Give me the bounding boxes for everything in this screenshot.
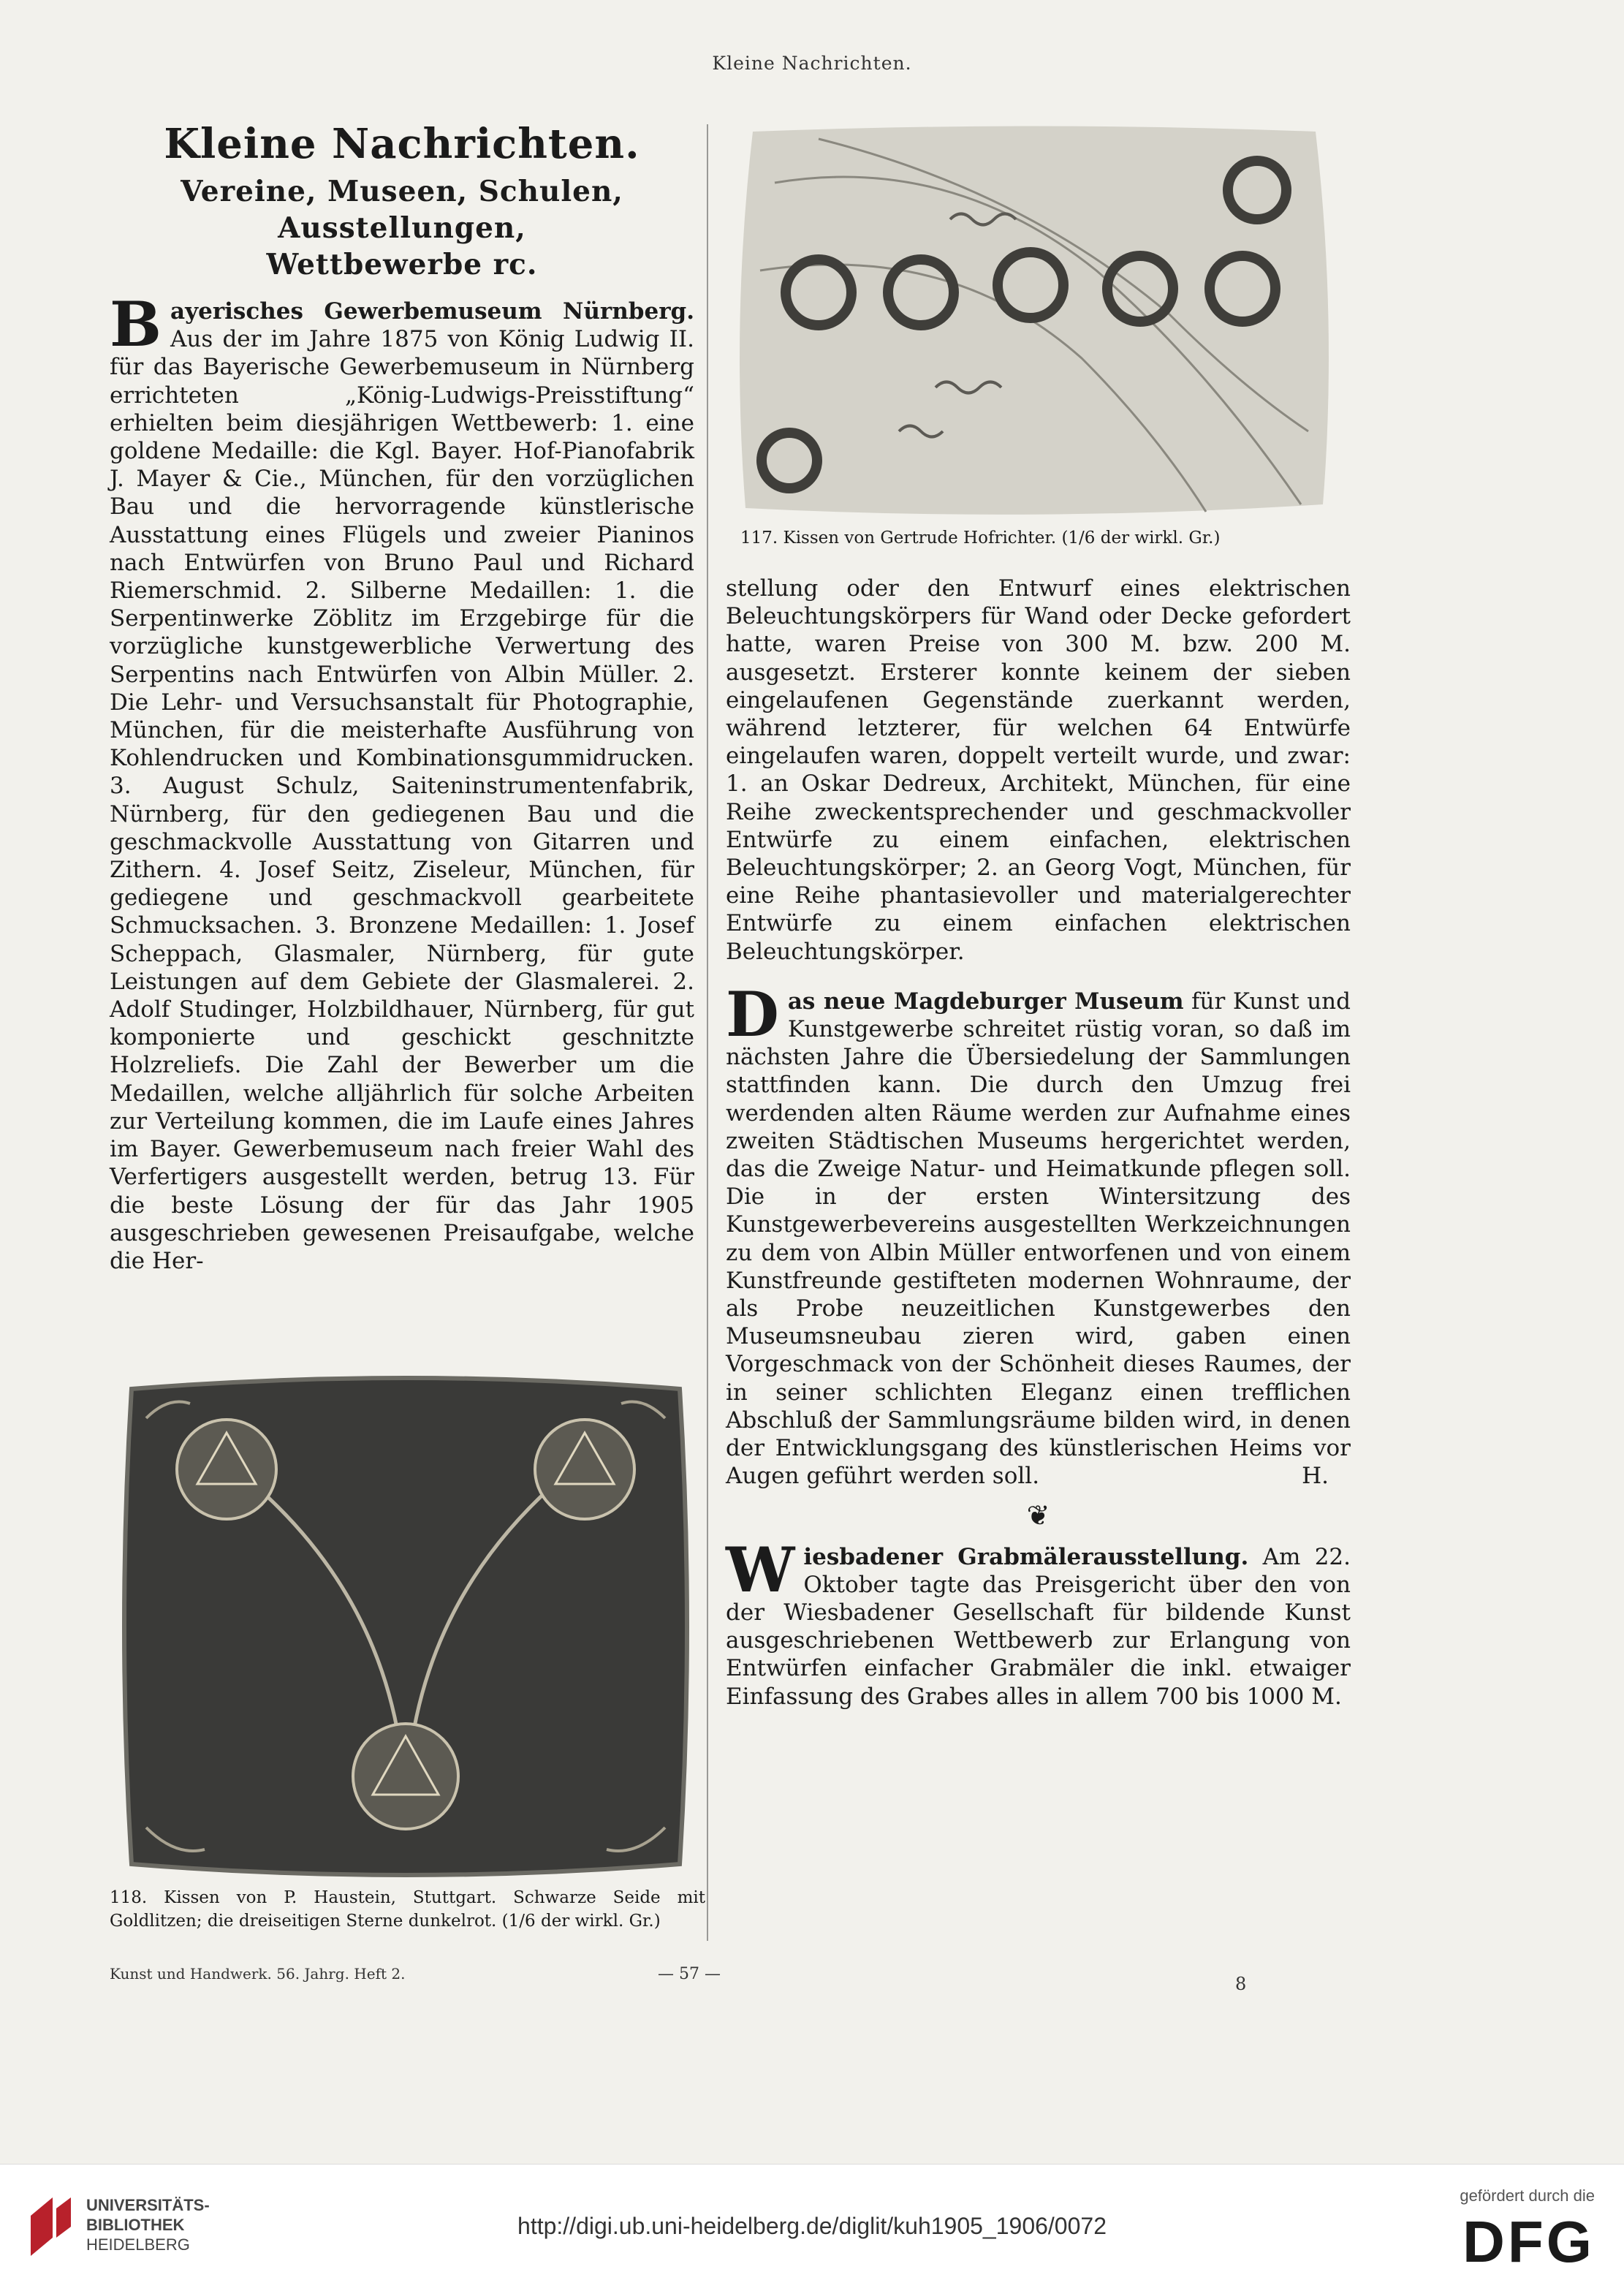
article-lead: as neue Magdeburger Museum [787,988,1184,1015]
funded-by-label: gefördert durch die [1460,2186,1595,2205]
ornament: ❦ [1026,1499,1050,1531]
section-subtitle [110,173,694,283]
figure-cushion-haustein [117,1374,694,1879]
figure-caption: 117. Kissen von Gertrude Hofrichter. (1/6 der wirkl. Gr.) [740,529,1221,548]
column-rule [707,124,708,1941]
caption-118 [110,1886,705,1933]
left-column [110,121,694,1275]
cushion-hofrichter-image [731,124,1337,519]
subtitle-line-2: Wettbewerbe rc. [266,248,538,281]
article-wiesbadener-grabmaeler [726,1533,1351,1711]
article-lead: ayerisches Gewerbemuseum Nürnberg. [170,298,694,325]
article-continuation: stellung oder den Entwurf eines elektrischen Beleuchtungskörpers für Wand oder Decke gefordert hatte, waren Preise von 300 M. bzw. 200 M. ausgesetzt. Ersterer konnte keinem der sieben eingelaufenen Gegenstände zuerkannt werden, während letzterer, für welchen 64 Entwürfe eingelaufen waren, doppelt verteilt wurde, und zwar: 1. an Oskar Dedreux, Architekt, München, für eine Reihe zweckentsprechender und geschmackvoller Entwürfe zu einem einfachen, elektrischen Beleuchtungskörper; 2. an Georg Vogt, München, für eine Reihe phantasievoller und materialgerechter Entwürfe zu einem einfachen elektrischen Beleuchtungskörper. [726,575,1351,965]
subtitle-line-1: Vereine, Museen, Schulen, Ausstellungen, [181,175,623,245]
dfg-logo: DFG [1462,2209,1595,2274]
article-body: Aus der im Jahre 1875 von König Ludwig II. für das Bayerische Gewerbemuseum in Nürnberg errichteten „König-Ludwigs-Preisstiftung“ erhielten beim diesjährigen Wettbewerb: 1. eine goldene Medaille: die Kgl. Bayer. Hof-Pianofabrik J. Mayer & Cie., München, für den vorzüglichen Bau und die hervorragende künstlerische Ausstattung eines Flügels und zweier Pianinos nach Entwürfen von Bruno Paul und Richard Riemerschmid. 2. Silberne Medaillen: 1. die Serpentinwerke Zöblitz im Erzgebirge für die vorzügliche kunstgewerbliche Verwertung des Serpentins nach Entwürfen von Albin Müller. 2. Die Lehr- und Versuchsanstalt für Photographie, München, für die meisterhafte Ausführung von Kohlendrucken und Kombinationsgummidrucken. 3. August Schulz, Saiteninstrumentenfabrik, Nürnberg, für den gediegenen Bau und die geschmackvolle Ausstattung von Gitarren und Zithern. 4. Josef Seitz, Ziseleur, München, für gediegene und geschmackvoll gearbeitete Schmucksachen. 3. Bronzene Medaillen: 1. Josef Scheppach, Glasmaler, Nürnberg, für gute Leistungen auf dem Gebiete der Glasmalerei. 2. Adolf Studinger, Holzbildhauer, Nürnberg, für gut komponierte und geschickt geschnitzte Holzreliefs. Die Zahl der Bewerber um die Medaillen, welche alljährlich für solche Arbeiten zur Verteilung kommen, die im Laufe eines Jahres im Bayer. Gewerbemuseum nach freier Wahl des Verfertigers ausgestellt werden, betrug 13. Für die beste Lösung der für das Jahr 1905 ausgeschrieben gewesenen Preisaufgabe, welche die Her- [110,326,694,1274]
page-number: — 57 — [658,1965,721,1983]
figure-caption: 118. Kissen von P. Haustein, Stuttgart. Schwarze Seide mit Goldlitzen; die dreiseitigen Sterne dunkelrot. (1/6 der wirkl. Gr.) [110,1888,705,1931]
section-title: Kleine Nachrichten. [164,120,640,168]
article-lead: iesbadener Grabmälerausstellung. [803,1543,1249,1570]
cushion-haustein-image [117,1374,694,1879]
digitization-bar [0,2164,1624,2291]
article-body: für Kunst und Kunstgewerbe schreitet rüstig voran, so daß im nächsten Jahre die Übersiedelung der Sammlungen stattfinden kann. Die durch den Umzug frei werdenden alten Räume werden zur Aufnahme eines zweiten Städtischen Museums hergerichtet werden, das die Zweige Natur- und Heimatkunde pflegen soll. Die in der ersten Wintersitzung des Kunstgewerbevereins ausgestellten Werkzeichnungen zu dem von Albin Müller entworfenen und von einem Kunstfreunde gestifteten modernen Wohnraume, der als Probe neuzeitlichen Kunstgewerbes den Museumsneubau zieren wird, gaben einen Vorgeschmack von der Schönheit dieses Raumes, der in seiner schlichten Eleganz einen trefflichen Abschluß der Sammlungsräume bilden wird, in denen der Entwicklungsgang des künstlerischen Heims vor Augen geführt werden soll. [726,988,1351,1490]
article-signature: H. [1302,1463,1329,1490]
permalink-url[interactable]: http://digi.ub.uni-heidelberg.de/diglit/kuh1905_1906/0072 [517,2213,1107,2239]
dropcap: D [726,977,779,1050]
dropcap: B [110,288,162,360]
article-body: Am 22. Oktober tagte das Preisgericht über den von der Wiesbadener Gesellschaft für bildende Kunst ausgeschriebenen Wettbewerb zur Erlangung von Entwürfen einfacher Grabmäler die inkl. etwaiger Einfassung des Grabes alles in allem 700 bis 1000 M. [726,1543,1351,1710]
cushion-medallion-bottom [353,1724,458,1829]
dropcap: W [726,1533,795,1606]
right-column [726,526,1351,1711]
library-name: UNIVERSITÄTS- BIBLIOTHEK HEIDELBERG [86,2196,210,2254]
figure-cushion-hofrichter [731,124,1337,519]
article-magdeburger-museum [726,977,1351,1491]
running-head: Kleine Nachrichten. [712,53,912,74]
signature-mark: 8 [1235,1974,1247,1994]
footer-publication: Kunst und Handwerk. 56. Jahrg. Heft 2. [110,1965,406,1983]
article-bayerisches-gewerbemuseum [110,288,694,1275]
